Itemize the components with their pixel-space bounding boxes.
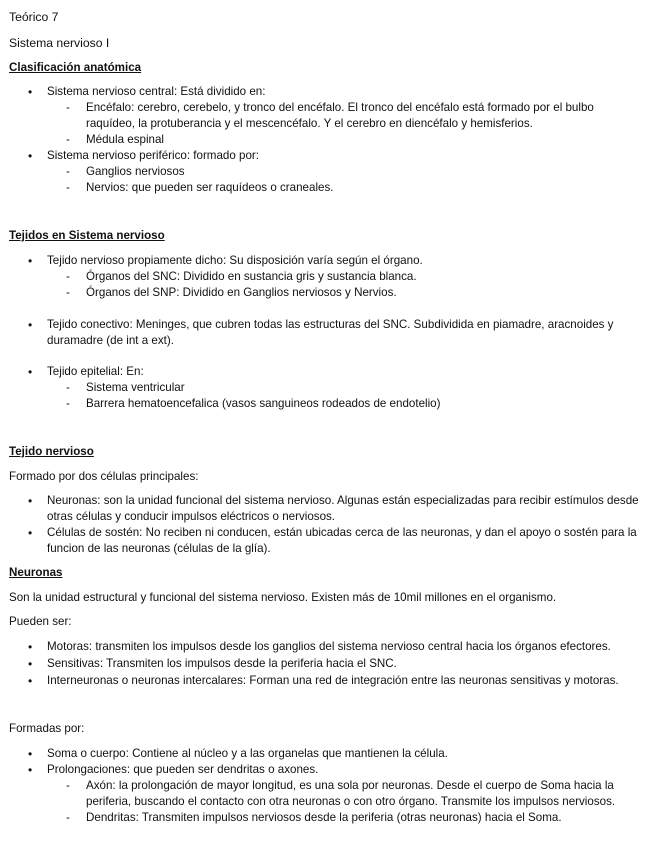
sub-list-item: - Médula espinal — [86, 132, 631, 148]
list-item: • Sistema nervioso central: Está dividido en: — [47, 84, 647, 100]
sub-list-item: - Ganglios nerviosos — [86, 164, 631, 180]
paragraph: Formadas por: — [9, 722, 85, 735]
paragraph: Son la unidad estructural y funcional del sistema nervioso. Existen más de 10mil millones en el organismo. — [9, 591, 557, 604]
list-item: • Interneuronas o neuronas intercalares: Forman una red de integración entre las neuronas sensitivas y motoras. — [47, 673, 647, 689]
list-item: • Tejido conectivo: Meninges, que cubren todas las estructuras del SNC. Subdividida en piamadre, aracnoides y duramadre (de int a ext). — [47, 317, 647, 349]
heading-tejido-nervioso: Tejido nervioso — [9, 445, 94, 458]
list-item: • Soma o cuerpo: Contiene al núcleo y a las organelas que mantienen la célula. — [47, 746, 647, 762]
heading-tejidos: Tejidos en Sistema nervioso — [9, 229, 165, 242]
sub-list-item: - Barrera hematoencefalica (vasos sanguineos rodeados de endotelio) — [86, 396, 631, 412]
heading-neuronas: Neuronas — [9, 566, 63, 579]
document-title: Teórico 7 — [9, 10, 59, 24]
list-item: • Tejido epitelial: En: — [47, 364, 647, 380]
list-item: • Prolongaciones: que pueden ser dendritas o axones. — [47, 762, 647, 778]
list-item: • Neuronas: son la unidad funcional del sistema nervioso. Algunas están especializadas para recibir estímulos desde otras células y conducir impulsos eléctricos o nerviosos. — [47, 493, 647, 525]
sub-list-item: - Dendritas: Transmiten impulsos nerviosos desde la periferia (otras neuronas) hacia el Soma. — [86, 810, 631, 826]
list-item: • Motoras: transmiten los impulsos desde los ganglios del sistema nervioso central hacia los órganos efectores. — [47, 639, 647, 655]
document-subtitle: Sistema nervioso I — [9, 36, 110, 50]
sub-list-item: - Sistema ventricular — [86, 380, 631, 396]
sub-list-item: - Encéfalo: cerebro, cerebelo, y tronco del encéfalo. El tronco del encéfalo está formado por el bulbo raquídeo, la protuberancia y el mescencéfalo. Y el cerebro en diencéfalo y hemisferios. — [86, 100, 631, 132]
list-item: • Células de sostén: No reciben ni conducen, están ubicadas cerca de las neuronas, y dan el apoyo o sostén para la funcion de las neuronas (células de la glía). — [47, 525, 647, 557]
sub-list-item: - Órganos del SNC: Dividido en sustancia gris y sustancia blanca. — [86, 269, 631, 285]
list-item: • Sensitivas: Transmiten los impulsos desde la periferia hacia el SNC. — [47, 656, 647, 672]
paragraph: Formado por dos células principales: — [9, 470, 199, 483]
list-item: • Sistema nervioso periférico: formado por: — [47, 148, 647, 164]
sub-list-item: - Nervios: que pueden ser raquídeos o craneales. — [86, 180, 631, 196]
sub-list-item: - Órganos del SNP: Dividido en Ganglios nerviosos y Nervios. — [86, 285, 631, 301]
sub-list-item: - Axón: la prolongación de mayor longitud, es una sola por neuronas. Desde el cuerpo de Soma hacia la periferia, buscando el contacto con otra neuronas o con otro órgano. Transmite los impulsos nerviosos. — [86, 778, 631, 810]
paragraph: Pueden ser: — [9, 615, 72, 628]
heading-clasificacion: Clasificación anatómica — [9, 61, 142, 74]
list-item: • Tejido nervioso propiamente dicho: Su disposición varía según el órgano. — [47, 253, 647, 269]
